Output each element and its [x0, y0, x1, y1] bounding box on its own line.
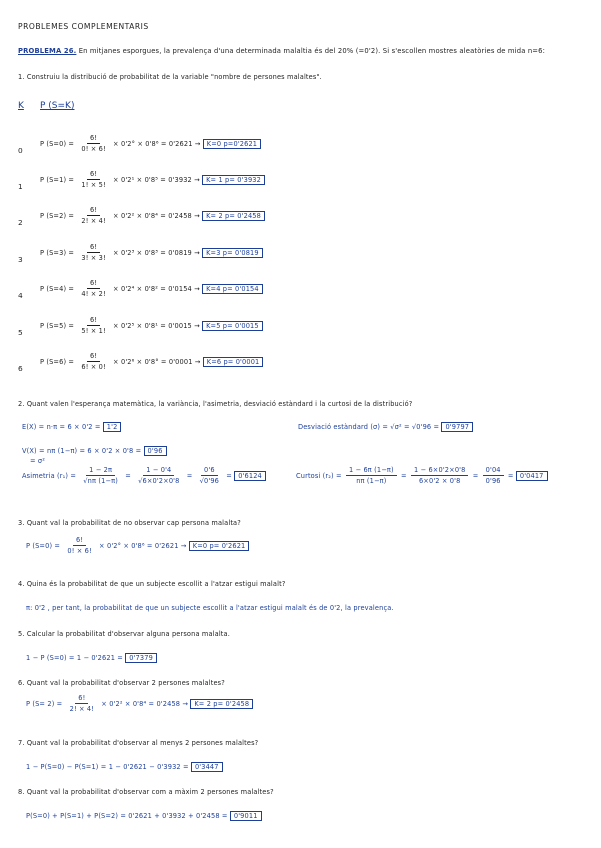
- answer-8-box: 0'9011: [230, 811, 262, 821]
- question-4: 4. Quina és la probabilitat de que un subjecte escollit a l'atzar estigui malalt?: [18, 580, 286, 588]
- expectation-line: E(X) = n·π = 6 × 0'2 = 1'2: [22, 422, 121, 432]
- answer-3-box: K=0 p= 0'2621: [189, 541, 250, 551]
- variance-note: = σ²: [30, 457, 46, 465]
- problem-statement: [18, 47, 545, 55]
- std-deviation-box: 0'9797: [441, 422, 473, 432]
- question-6: 6. Quant val la probabilitat d'observar 2 persones malaltes?: [18, 679, 225, 687]
- column-header-p: P (S=K): [40, 101, 75, 111]
- answer-6: P (S= 2) = $\frac{6!}{2! \times 4!}$ × 0'2² × 0'8⁴ = 0'2458 → K= 2 p= 0'2458: [26, 694, 253, 713]
- result-box: K= 1 p= 0'3932: [202, 175, 265, 185]
- answer-3: P (S=0) = $\frac{6!}{0! \times 6!}$ × 0'2° × 0'8⁶ = 0'2621 → K=0 p= 0'2621: [26, 536, 249, 555]
- question-3: 3. Quant val la probabilitat de no observar cap persona malalta?: [18, 519, 241, 527]
- distribution-row: P (S=6) = $\frac{6!}{6! \times 0!}$ × 0'2⁶ × 0'8° = 0'0001 → K=6 p= 0'0001: [40, 352, 263, 371]
- distribution-row: P (S=0) = $\frac{6!}{0! \times 6!}$ × 0'2° × 0'8⁶ = 0'2621 → K=0 p=0'2621: [40, 134, 261, 153]
- row-k-value: 5: [18, 328, 23, 337]
- variance-line: V(X) = nπ (1−π) = 6 × 0'2 × 0'8 = 0'96: [22, 446, 167, 456]
- row-k-value: 2: [18, 218, 23, 227]
- expectation-box: 1'2: [103, 422, 122, 432]
- result-box: K=6 p= 0'0001: [203, 357, 264, 367]
- problem-text: En mitjanes esporgues, la prevalença d'una determinada malaltia és del 20% (=0'2). Si s'escollen mostres aleatòries de mida n=6:: [78, 47, 546, 55]
- result-box: K=4 p= 0'0154: [202, 284, 263, 294]
- page-title: PROBLEMES COMPLEMENTARIS: [18, 22, 149, 31]
- distribution-row: P (S=4) = $\frac{6!}{4! \times 2!}$ × 0'2⁴ × 0'8² = 0'0154 → K=4 p= 0'0154: [40, 279, 263, 298]
- answer-7: 1 − P(S=0) − P(S=1) = 1 − 0'2621 − 0'3932 = 0'3447: [26, 762, 223, 772]
- question-5: 5. Calcular la probabilitat d'observar alguna persona malalta.: [18, 630, 230, 638]
- result-box: K= 2 p= 0'2458: [202, 211, 265, 221]
- distribution-row: P (S=5) = $\frac{6!}{5! \times 1!}$ × 0'2⁵ × 0'8¹ = 0'0015 → K=5 p= 0'0015: [40, 316, 263, 335]
- question-1: 1. Construiu la distribució de probabilitat de la variable "nombre de persones malaltes".: [18, 73, 322, 81]
- row-k-value: 1: [18, 182, 23, 191]
- row-k-value: 4: [18, 291, 23, 300]
- column-header-k: K: [18, 101, 24, 111]
- distribution-row: P (S=1) = $\frac{6!}{1! \times 5!}$ × 0'2¹ × 0'8⁵ = 0'3932 → K= 1 p= 0'3932: [40, 170, 265, 189]
- asymmetry-line: Asimetria (r₁) = $\frac{1 - 2\pi}{√n\pi (1-\pi)}$ = $\frac{1 - 0'4}{√6\times 0'2\times 0'8}$ = $\frac{0'6}{√0'96}$ = 0'6124: [22, 466, 266, 485]
- std-deviation-line: Desviació estàndard (σ) = √σ² = √0'96 = 0'9797: [298, 422, 473, 432]
- kurtosis-line: Curtosi (r₂) = $\frac{1 - 6\pi (1-\pi)}{n\pi (1-\pi)}$ = $\frac{1 - 6\times 0'2\times 0'8}{6\times 0'2 \times 0'8}$ = $\frac{0'04}{0'96}$ = 0'0417: [296, 466, 548, 485]
- question-2: 2. Quant valen l'esperança matemàtica, la variància, l'asimetria, desviació estàndard i la curtosi de la distribució?: [18, 400, 413, 408]
- problem-label: PROBLEMA 26.: [18, 47, 77, 55]
- answer-8: P(S=0) + P(S=1) + P(S=2) = 0'2621 + 0'3932 + 0'2458 = 0'9011: [26, 811, 262, 821]
- answer-6-box: K= 2 p= 0'2458: [190, 699, 253, 709]
- answer-4: π: 0'2 , per tant, la probabilitat de que un subjecte escollit a l'atzar estigui malalt és de 0'2, la prevalença.: [26, 604, 394, 612]
- question-7: 7. Quant val la probabilitat d'observar al menys 2 persones malaltes?: [18, 739, 259, 747]
- distribution-row: P (S=2) = $\frac{6!}{2! \times 4!}$ × 0'2² × 0'8⁴ = 0'2458 → K= 2 p= 0'2458: [40, 206, 265, 225]
- result-box: K=0 p=0'2621: [203, 139, 261, 149]
- asymmetry-box: 0'6124: [234, 471, 266, 481]
- variance-box: 0'96: [144, 446, 167, 456]
- distribution-row: P (S=3) = $\frac{6!}{3! \times 3!}$ × 0'2³ × 0'8³ = 0'0819 → K=3 p= 0'0819: [40, 243, 263, 262]
- answer-5-box: 0'7379: [125, 653, 157, 663]
- row-k-value: 6: [18, 364, 23, 373]
- answer-5: 1 − P (S=0) = 1 − 0'2621 = 0'7379: [26, 653, 157, 663]
- row-k-value: 0: [18, 146, 23, 155]
- row-k-value: 3: [18, 255, 23, 264]
- question-8: 8. Quant val la probabilitat d'observar com a màxim 2 persones malaltes?: [18, 788, 274, 796]
- answer-7-box: 0'3447: [191, 762, 223, 772]
- result-box: K=3 p= 0'0819: [202, 248, 263, 258]
- kurtosis-box: 0'0417: [516, 471, 548, 481]
- result-box: K=5 p= 0'0015: [202, 321, 263, 331]
